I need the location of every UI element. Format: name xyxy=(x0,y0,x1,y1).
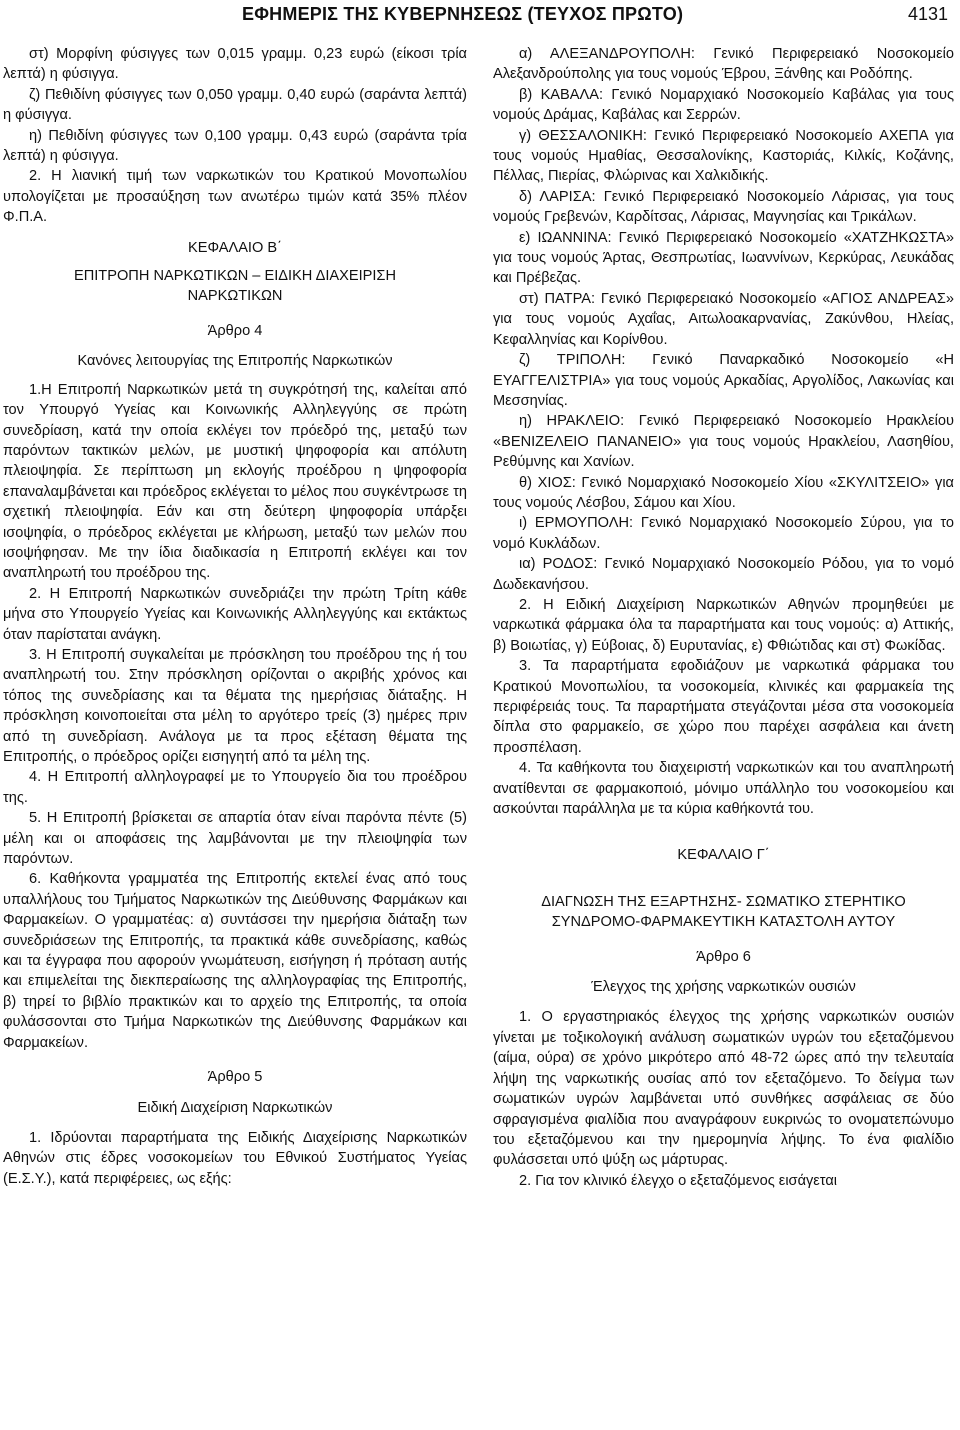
paragraph: β) ΚΑΒΑΛΑ: Γενικό Νομαρχιακό Νοσοκομείο Καβάλας για τους νομούς Δράμας, Καβάλας και Σερρών. xyxy=(493,86,954,124)
article-heading: Άρθρο 4 xyxy=(207,322,263,339)
paragraph: γ) ΘΕΣΣΑΛΟΝΙΚΗ: Γενικό Περιφερειακό Νοσοκομείο ΑΧΕΠΑ για τους νομούς Ημαθίας, Θεσσαλονίκης, Καστοριάς, Κιλκίς, Κοζάνης, Πέλλας, Πιερίας, Φλώρινας και Χαλκιδικής. xyxy=(493,127,954,185)
chapter-title: ΔΙΑΓΝΩΣΗ ΤΗΣ ΕΞΑΡΤΗΣΗΣ- ΣΩΜΑΤΙΚΟ ΣΤΕΡΗΤΙΚΟ ΣΥΝΔΡΟΜΟ-ΦΑΡΜΑΚΕΥΤΙΚΗ ΚΑΤΑΣΤΟΛΗ ΑΥΤΟΥ xyxy=(541,893,906,931)
paragraph: 1.Η Επιτροπή Ναρκωτικών μετά τη συγκρότησή της, καλείται από τον Υπουργό Υγείας και Κοινωνικής Αλληλεγγύης σε πρώτη συνεδρίαση, κατά την οποία εκλέγει τον πρόεδρό της, μεταξύ των παρόντων τακτικών μελών, με μυστική ψηφοφορία και απόλυτη πλειοψηφία. Σε περίπτωση μη εκλογής προέδρου η ψηφοφορία επαναλαμβάνεται και πρόεδρος εκλέγεται το μέλος που συγκέντρωσε τη σχετική πλειοψηφία. Εάν και στη δεύτερη ψηφοφορία υπάρξει ισοψηφία, ο πρόεδρος εκλέγεται με κλήρωση, μεταξύ των μελών που ισοψήφησαν. Με την ίδια διαδικασία η Επιτροπή εκλέγει και τον αναπληρωτή του προέδρου της. xyxy=(3,381,467,582)
paragraph: ι) ΕΡΜΟΥΠΟΛΗ: Γενικό Νομαρχιακό Νοσοκομείο Σύρου, για το νομό Κυκλάδων. xyxy=(493,515,954,552)
paragraph: 4. Η Επιτροπή αλληλογραφεί με το Υπουργείο δια του προέδρου της. xyxy=(3,769,467,806)
paragraph: 3. Η Επιτροπή συγκαλείται με πρόσκληση του προέδρου της ή του αναπληρωτή του. Στην πρόσκληση ορίζονται ο ακριβής χρόνος και τόπος της συνεδρίασης και τα θέματα της ημερήσιας διάταξης. Η πρόσκληση κοινοποιείται στα μέλη το αργότερο τρείς (3) ημέρες πριν από τη συνεδρίαση. Ανάλογα με τα προς εξέταση θέματα της Επιτροπής, ο πρόεδρος ορίζει εισηγητή από τα μέλη της. xyxy=(3,646,467,765)
paragraph: στ) ΠΑΤΡΑ: Γενικό Περιφερειακό Νοσοκομείο «ΑΓΙΟΣ ΑΝΔΡΕΑΣ» για τους νομούς Αχαΐας, Αιτωλοακαρνανίας, Ζακύνθου, Ηλείας, Κεφαλληνίας και Κορίνθου. xyxy=(493,290,954,348)
paragraph: ζ) ΤΡΙΠΟΛΗ: Γενικό Παναρκαδικό Νοσοκομείο «Η ΕΥΑΓΓΕΛΙΣΤΡΙΑ» για τους νομούς Αρκαδίας, Αργολίδος, Λακωνίας και Μεσσηνίας. xyxy=(493,352,954,409)
chapter-heading: ΚΕΦΑΛΑΙΟ Β΄ xyxy=(188,239,282,256)
article-title: Κανόνες λειτουργίας της Επιτροπής Ναρκωτικών xyxy=(77,353,393,370)
paragraph: στ) Μορφίνη φύσιγγες των 0,015 γραμμ. 0,23 ευρώ (είκοσι τρία λεπτά) η φύσιγγα. xyxy=(3,46,467,83)
article-title: Έλεγχος της χρήσης ναρκωτικών ουσιών xyxy=(591,979,856,996)
paragraph: 3. Τα παραρτήματα εφοδιάζουν με ναρκωτικά φάρμακα του Κρατικού Μονοπωλίου, τα νοσοκομεία, κλινικές και φαρμακεία της περιφέρειάς τους. Τα παραρτήματα στεγάζονται μέσα στα νοσοκομεία δίπλα στο φαρμακείο, σε χώρο που παρέχει ασφάλεια και άνετη προσπέλαση. xyxy=(493,658,954,756)
paragraph: 4. Τα καθήκοντα του διαχειριστή ναρκωτικών και του αναπληρωτή ανατίθενται σε φαρμακοποιό, μόνιμο υπάλληλο του νοσοκομείου και ασκούνται παράλληλα με τα κύρια καθήκοντά του. xyxy=(493,760,954,818)
right-column xyxy=(493,44,954,1191)
paragraph: 2. Η Ειδική Διαχείριση Ναρκωτικών Αθηνών προμηθεύει με ναρκωτικά φάρμακα όλα τα παραρτήματα και τους νομούς: α) Αττικής, β) Βοιωτίας, γ) Εύβοιας, δ) Ευρυτανίας, ε) Φθιώτιδας και στ) Φωκίδας. xyxy=(493,596,954,654)
paragraph: ζ) Πεθιδίνη φύσιγγες των 0,050 γραμμ. 0,40 ευρώ (σαράντα λεπτά) η φύσιγγα. xyxy=(3,86,467,124)
paragraph: θ) ΧΙΟΣ: Γενικό Νομαρχιακό Νοσοκομείο Χίου «ΣΚΥΛΙΤΣΕΙΟ» για τους νομούς Λέσβου, Σάμου και Χίου. xyxy=(493,474,954,511)
chapter-heading: ΚΕΦΑΛΑΙΟ Γ΄ xyxy=(677,847,770,864)
left-column xyxy=(3,44,467,1189)
page-number: 4131 xyxy=(907,4,948,24)
article-heading: Άρθρο 5 xyxy=(207,1069,263,1086)
gazette-title: ΕΦΗΜΕΡΙΣ ΤΗΣ ΚΥΒΕΡΝΗΣΕΩΣ (ΤΕΥΧΟΣ ΠΡΩΤΟ) xyxy=(242,4,684,24)
chapter-title: ΕΠΙΤΡΟΠΗ ΝΑΡΚΩΤΙΚΩΝ – ΕΙΔΙΚΗ ΔΙΑΧΕΙΡΙΣΗ ΝΑΡΚΩΤΙΚΩΝ xyxy=(73,268,396,305)
paragraph: 1. Ο εργαστηριακός έλεγχος της χρήσης ναρκωτικών ουσιών γίνεται με τοξικολογική ανάλυση σωματικών υγρών του εξεταζόμενου (αίμα, ούρα) σε χρόνο μικρότερο από 48-72 ώρες από την τελευταία λήψη της ναρκωτικής ουσίας από τον εξεταζόμενο. Το δείγμα των σωματικών υγρών λαμβάνεται υπό συνθήκες ασφάλειας σε δύο σφραγισμένα φιαλίδια που αναγράφουν ευκρινώς το ονοματεπώνυμο του εξεταζόμενου και την ημερομηνία λήψης. Το ένα φιαλίδιο φυλάσσεται υπό ψύξη ως μάρτυρας. xyxy=(493,1009,954,1169)
page-header xyxy=(0,0,960,34)
paragraph: ια) ΡΟΔΟΣ: Γενικό Νομαρχιακό Νοσοκομείο Ρόδου, για το νομό Δωδεκανήσου. xyxy=(493,556,954,593)
paragraph: 1. Ιδρύονται παραρτήματα της Ειδικής Διαχείρισης Ναρκωτικών Αθηνών στις έδρες νοσοκομείων του Εθνικού Συστήματος Υγείας (Ε.Σ.Υ.), κατά περιφέρειες, ως εξής: xyxy=(3,1129,467,1187)
paragraph: 6. Καθήκοντα γραμματέα της Επιτροπής εκτελεί ένας από τους υπαλλήλους του Τμήματος Ναρκωτικών της Διεύθυνσης Φαρμάκων και Φαρμακείων. Ο γραμματέας: α) συντάσσει την ημερήσια διάταξη των συνεδριάσεων της Επιτροπής, τα πρακτικά κάθε συνεδρίασης, καθώς και τα έγγραφα που αφορούν γνωμάτευση, εισήγηση ή πρόταση αυτής και επιμελείται της διεκπεραίωσης της αλληλογραφίας της Επιτροπής, β) τηρεί το βιβλίο πρακτικών και το αρχείο της Επιτροπής, τα οποία φυλάσσονται στο Τμήμα Ναρκωτικών της Διεύθυνσης Φαρμάκων και Φαρμακείων. xyxy=(3,871,467,1051)
article-title: Ειδική Διαχείριση Ναρκωτικών xyxy=(137,1099,333,1116)
paragraph: 5. Η Επιτροπή βρίσκεται σε απαρτία όταν είναι παρόντα πέντε (5) μέλη και οι αποφάσεις της λαμβάνονται με την πλειοψηφία των παρόντων. xyxy=(3,810,467,868)
paragraph: 2. Για τον κλινικό έλεγχο ο εξεταζόμενος εισάγεται xyxy=(519,1172,838,1189)
article-heading: Άρθρο 6 xyxy=(696,948,751,965)
paragraph: 2. Η λιανική τιμή των ναρκωτικών του Κρατικού Μονοπωλίου υπολογίζεται με προσαύξηση των ανωτέρω τιμών κατά 35% πλέον Φ.Π.Α. xyxy=(3,168,467,226)
paragraph: 2. Η Επιτροπή Ναρκωτικών συνεδριάζει την πρώτη Τρίτη κάθε μήνα στο Υπουργείο Υγείας και Κοινωνικής Αλληλεγγύης και εκτάκτως όταν παρίσταται ανάγκη. xyxy=(3,585,467,643)
paragraph: η) ΗΡΑΚΛΕΙΟ: Γενικό Περιφερειακό Νοσοκομείο Ηρακλείου «ΒΕΝΙΖΕΛΕΙΟ ΠΑΝΑΝΕΙΟ» για τους νομούς Ηρακλείου, Λασηθίου, Ρεθύμνης και Χανίων. xyxy=(493,413,954,471)
paragraph: α) ΑΛΕΞΑΝΔΡΟΥΠΟΛΗ: Γενικό Περιφερειακό Νοσοκομείο Αλεξανδρούπολης για τους νομούς Έβρου, Ξάνθης και Ροδόπης. xyxy=(493,46,954,83)
paragraph: δ) ΛΑΡΙΣΑ: Γενικό Περιφερειακό Νοσοκομείο Λάρισας, για τους νομούς Γρεβενών, Καρδίτσας, Λάρισας, Μαγνησίας και Τρικάλων. xyxy=(493,188,954,226)
paragraph: ε) ΙΩΑΝΝΙΝΑ: Γενικό Περιφερειακό Νοσοκομείο «ΧΑΤΖΗΚΩΣΤΑ» για τους νομούς Άρτας, Θεσπρωτίας, Ιωαννίνων, Κερκύρας, Λευκάδας και Πρέβεζας. xyxy=(493,229,954,287)
paragraph: η) Πεθιδίνη φύσιγγες των 0,100 γραμμ. 0,43 ευρώ (σαράντα τρία λεπτά) η φύσιγγα. xyxy=(3,127,467,165)
